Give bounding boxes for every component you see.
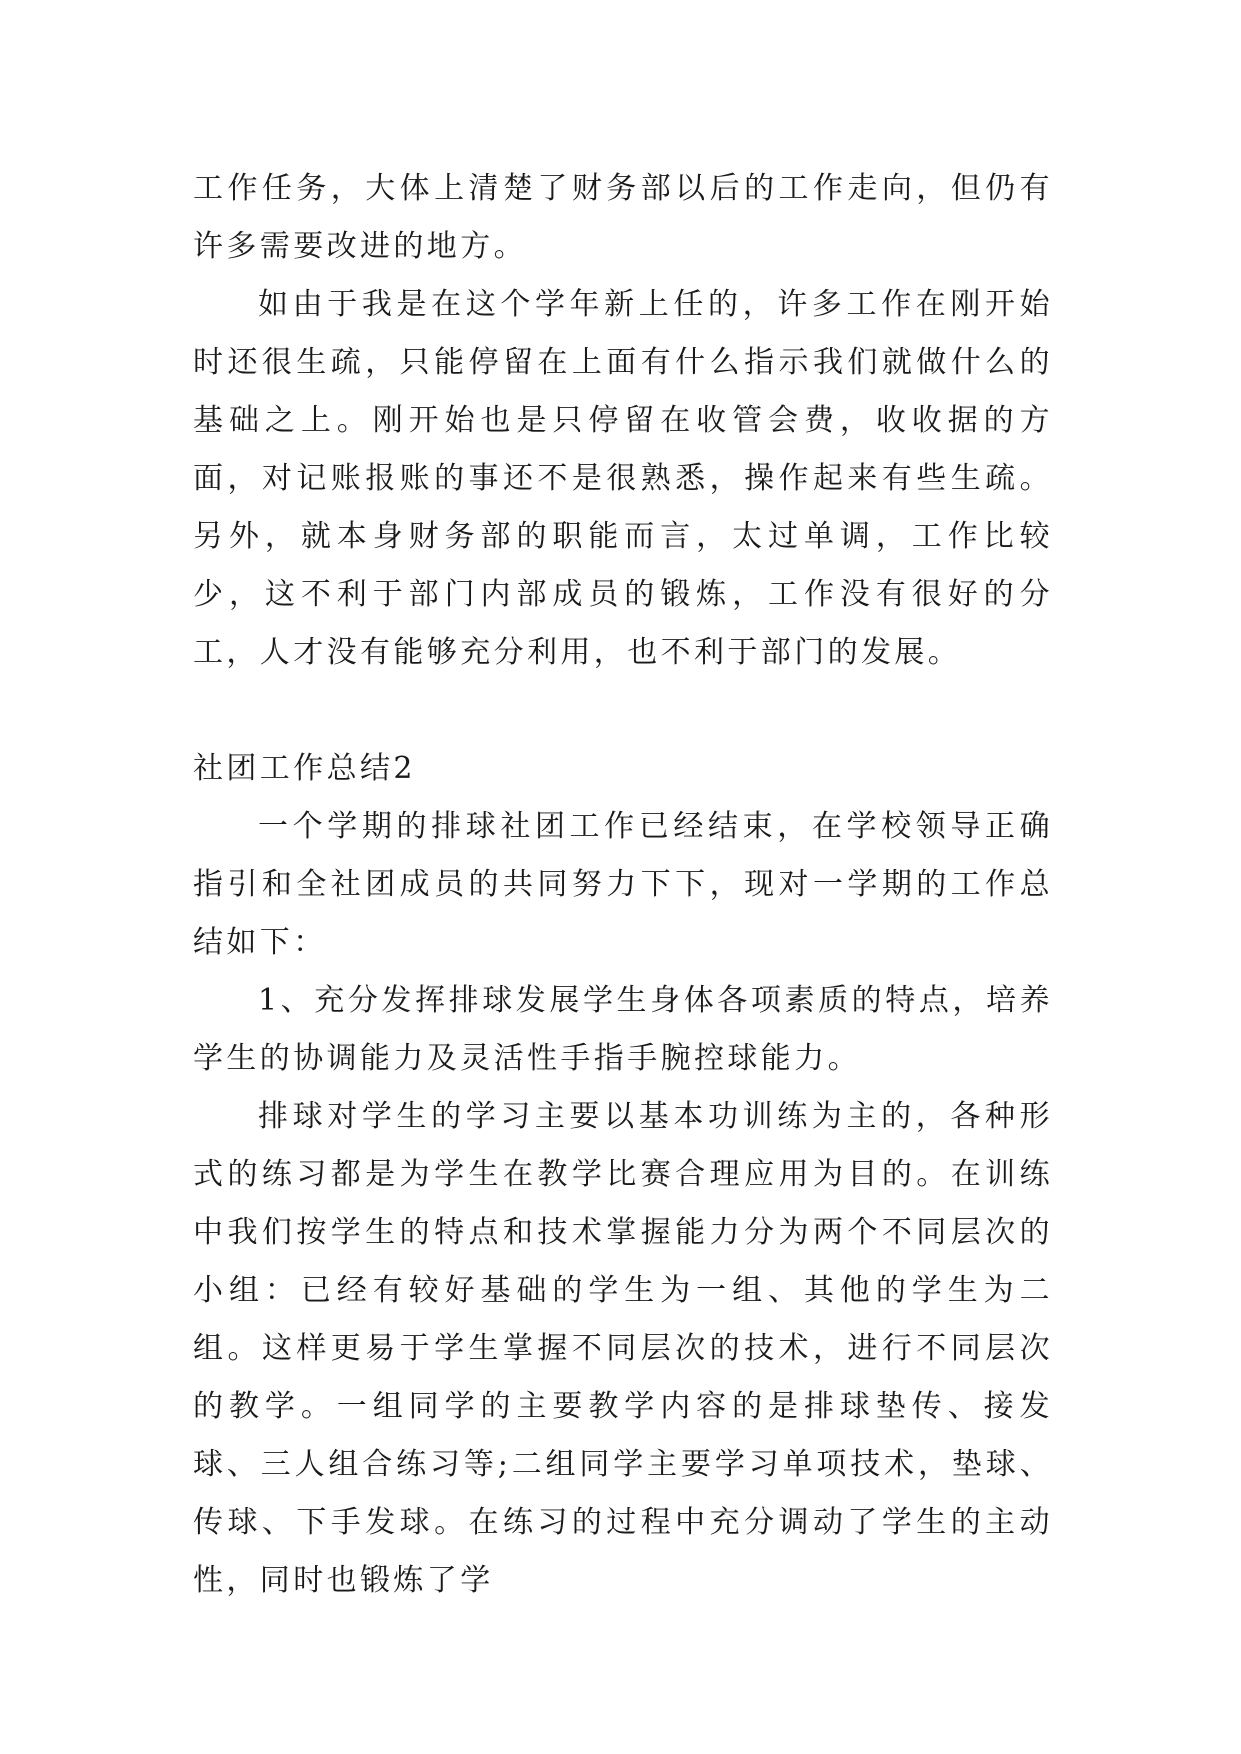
paragraph-continuation: 工作任务，大体上清楚了财务部以后的工作走向，但仍有许多需要改进的地方。 — [193, 171, 1053, 264]
section-heading: 社团工作总结2 — [193, 751, 416, 786]
document-page — [193, 160, 1053, 1610]
paragraph-intro: 一个学期的排球社团工作已经结束，在学校领导正确指引和全社团成员的共同努力下下，现对一学期的工作总结如下： — [193, 809, 1053, 960]
paragraph-finance-review: 如由于我是在这个学年新上任的，许多工作在刚开始时还很生疏，只能停留在上面有什么指示我们就做什么的基础之上。刚开始也是只停留在收管会费，收收据的方面，对记账报账的事还不是很熟悉，操作起来有些生疏。另外，就本身财务部的职能而言，太过单调，工作比较少，这不利于部门内部成员的锻炼，工作没有很好的分工，人才没有能够充分利用，也不利于部门的发展。 — [193, 287, 1053, 670]
paragraph-training: 排球对学生的学习主要以基本功训练为主的，各种形式的练习都是为学生在教学比赛合理应用为目的。在训练中我们按学生的特点和技术掌握能力分为两个不同层次的小组：已经有较好基础的学生为一组、其他的学生为二组。这样更易于学生掌握不同层次的技术，进行不同层次的教学。一组同学的主要教学内容的是排球垫传、接发球、三人组合练习等;二组同学主要学习单项技术，垫球、传球、下手发球。在练习的过程中充分调动了学生的主动性，同时也锻炼了学 — [193, 1099, 1053, 1598]
paragraph-point-1: 1、充分发挥排球发展学生身体各项素质的特点，培养学生的协调能力及灵活性手指手腕控球能力。 — [193, 983, 1053, 1076]
